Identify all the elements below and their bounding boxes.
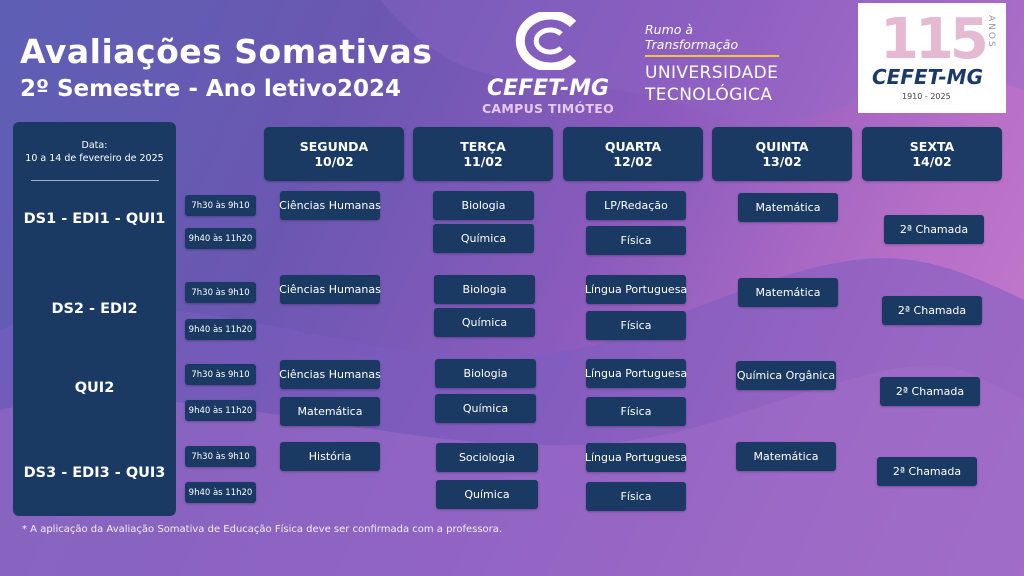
anniversary-number: 115 [880, 7, 985, 72]
day-header-thursday [712, 127, 852, 181]
exam-cell: Biologia [433, 191, 534, 220]
time-slot: 9h40 às 11h20 [185, 400, 256, 421]
page-title: Avaliações Somativas [20, 32, 433, 71]
date-range: 10 a 14 de fevereiro de 2025 [25, 153, 164, 164]
day-header-friday [862, 127, 1002, 181]
exam-cell: Física [586, 311, 686, 340]
exam-cell: Biologia [435, 359, 536, 388]
exam-cell: Física [586, 482, 686, 511]
day-date: 12/02 [613, 154, 653, 169]
anniversary-brand: CEFET-MG [872, 65, 983, 89]
time-slot: 9h40 às 11h20 [185, 228, 256, 249]
date-label: Data: [81, 140, 108, 151]
exam-cell: 2ª Chamada [884, 215, 984, 244]
anniversary-years: 1910 - 2025 [902, 92, 951, 101]
exam-cell: Física [586, 397, 686, 426]
exam-cell: Matemática [738, 278, 838, 307]
class-label-4: DS3 - EDI3 - QUI3 [23, 465, 166, 481]
exam-cell: Língua Portuguesa [586, 443, 686, 472]
day-date: 10/02 [314, 154, 354, 169]
exam-cell: LP/Redação [586, 191, 686, 220]
time-slot: 7h30 às 9h10 [185, 282, 256, 303]
day-header-tuesday [413, 127, 553, 181]
tagline-text: Rumo à Transformação [645, 22, 739, 52]
exam-cell: Língua Portuguesa [586, 275, 686, 304]
day-date: 13/02 [762, 154, 802, 169]
tagline-divider [645, 55, 779, 57]
day-header-wednesday [563, 127, 703, 181]
date-block [13, 139, 176, 165]
exam-cell: Química [434, 308, 535, 337]
time-slot: 7h30 às 9h10 [185, 195, 256, 216]
day-date: 14/02 [912, 154, 952, 169]
anniversary-logo [858, 3, 1006, 113]
exam-cell: Química [436, 480, 538, 509]
day-name: QUARTA [604, 139, 662, 154]
exam-cell: Matemática [280, 397, 380, 426]
time-slot: 9h40 às 11h20 [185, 319, 256, 340]
day-header-monday [264, 127, 404, 181]
class-sidebar [13, 122, 176, 516]
day-name: TERÇA [460, 139, 506, 154]
class-label-3: QUI2 [74, 380, 115, 396]
day-name: SEGUNDA [299, 139, 369, 154]
university-tagline [645, 22, 785, 106]
day-name: SEXTA [909, 139, 955, 154]
class-label-1: DS1 - EDI1 - QUI1 [23, 211, 166, 227]
anniversary-word: ANOS [986, 15, 996, 49]
page-subtitle: 2º Semestre - Ano letivo2024 [20, 76, 402, 102]
exam-cell: Biologia [434, 275, 535, 304]
exam-cell: Matemática [738, 193, 838, 222]
class-label-2: DS2 - EDI2 [51, 301, 138, 317]
exam-cell: História [280, 442, 380, 471]
cefet-campus-logo [478, 12, 618, 122]
cefet-brand: CEFET-MG [486, 76, 610, 101]
day-name: QUINTA [755, 139, 809, 154]
univ-line-2: TECNOLÓGICA [645, 85, 773, 105]
exam-cell: 2ª Chamada [880, 377, 980, 406]
exam-cell: Física [586, 226, 686, 255]
exam-cell: 2ª Chamada [877, 457, 977, 486]
univ-line-1: UNIVERSIDADE [645, 63, 779, 83]
footnote: * A aplicação da Avaliação Somativa de Educação Física deve ser confirmada com a professora. [22, 524, 503, 535]
exam-cell: Matemática [736, 442, 836, 471]
sidebar-divider [31, 180, 159, 181]
time-slot: 7h30 às 9h10 [185, 446, 256, 467]
exam-cell: Língua Portuguesa [586, 359, 686, 388]
cefet-c-icon [513, 12, 583, 70]
exam-cell: Sociologia [436, 443, 538, 472]
exam-cell: Química [433, 224, 534, 253]
exam-cell: Química Orgânica [736, 361, 836, 390]
exam-cell: Ciências Humanas [280, 275, 380, 304]
time-slot: 9h40 às 11h20 [185, 482, 256, 503]
exam-cell: 2ª Chamada [882, 296, 982, 325]
exam-cell: Química [435, 394, 536, 423]
campus-name: CAMPUS TIMÓTEO [481, 101, 615, 116]
time-slot: 7h30 às 9h10 [185, 364, 256, 385]
exam-cell: Ciências Humanas [280, 360, 380, 389]
day-date: 11/02 [463, 154, 503, 169]
exam-cell: Ciências Humanas [280, 191, 380, 220]
